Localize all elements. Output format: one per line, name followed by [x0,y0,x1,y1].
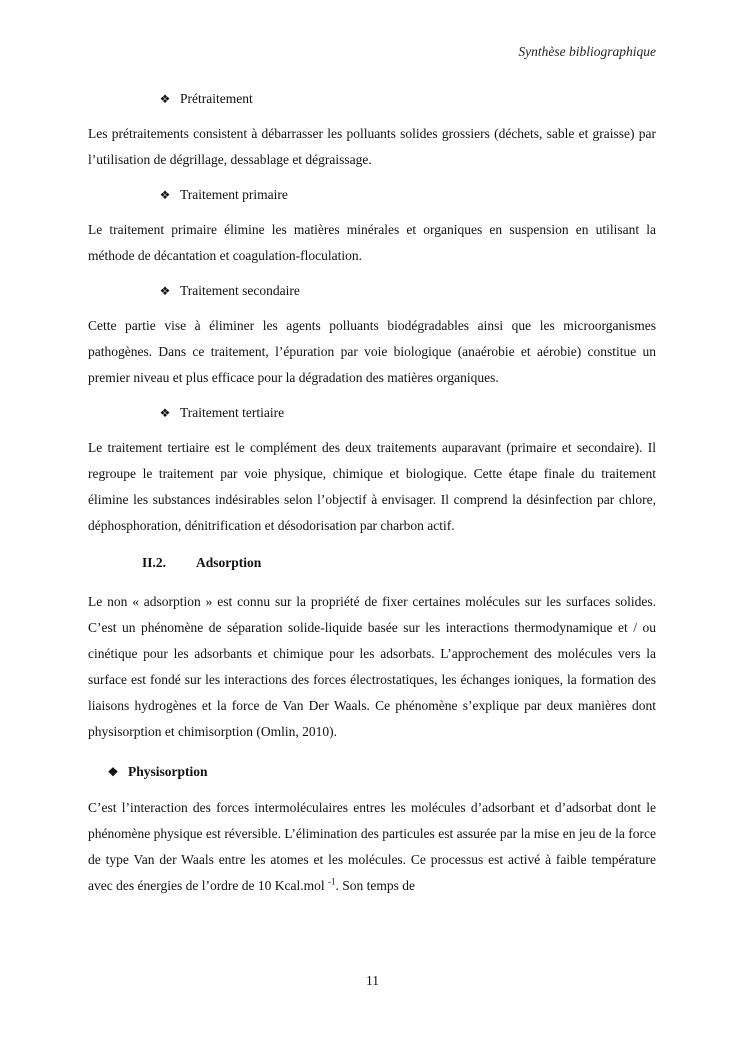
paragraph-pretraitement: Les prétraitements consistent à débarrasser les polluants solides grossiers (déchets, sable et graisse) par l’utilisation de dégrillage, dessablage et dégraissage. [88,126,656,167]
diamond-bullet-icon: ❖ [159,284,171,298]
section-number: II.2. [142,555,167,570]
superscript-exponent: -1 [328,876,336,887]
diamond-bullet-icon: ❖ [159,188,171,202]
subheading-text: Traitement tertiaire [180,405,285,420]
paragraph-traitement-primaire: Le traitement primaire élimine les matières minérales et organiques en suspension en utilisant la méthode de décantation et coagulation-floculation. [88,222,656,263]
subheading-text: Traitement primaire [180,187,288,202]
paragraph-traitement-secondaire: Cette partie vise à éliminer les agents polluants biodégradables ainsi que les microorganismes pathogènes. Dans ce traitement, l’épuration par voie biologique (anaérobie et aérobie) constitue un premier niveau et plus efficace pour la dégradation des matières organiques. [88,318,656,385]
subheading-traitement-primaire [88,182,656,208]
paragraph-physisorption [88,795,656,899]
subheading-text: Physisorption [128,764,208,779]
subheading-traitement-secondaire [88,278,656,304]
physisorption-text-part2: . Son temps de [335,878,416,893]
section-title: Adsorption [196,555,262,570]
page-content [88,86,656,908]
running-header: Synthèse bibliographique [518,44,656,59]
subheading-text: Traitement secondaire [180,283,300,298]
physisorption-text-part1: C’est l’interaction des forces intermoléculaires entres les molécules d’adsorbant et d’adsorbat dont le phénomène physique est réversible. L’élimination des particules est assurée par la mise en jeu de la force de type Van der Waals entre les atomes et les molécules. Ce processus est activé à faible température avec des énergies de l’ordre de 10 Kcal.mol [88,800,656,893]
subheading-traitement-tertiaire [88,400,656,426]
diamond-bullet-icon: ❖ [159,406,171,420]
section-heading-adsorption [88,550,656,576]
subheading-text: Prétraitement [180,91,253,106]
paragraph-adsorption: Le non « adsorption » est connu sur la propriété de fixer certaines molécules sur les surfaces solides. C’est un phénomène de séparation solide-liquide basée sur les interactions thermodynamique et / ou cinétique pour les adsorbants et chimique pour les adsorbats. L’approchement des molécules vers la surface est fondé sur les interactions des forces électrostatiques, les échanges ioniques, la formation des liaisons hydrogènes et la force de Van Der Waals. Ce phénomène s’explique par deux manières dont physisorption et chimisorption (Omlin, 2010). [88,594,656,739]
subheading-pretraitement [88,86,656,112]
paragraph-traitement-tertiaire: Le traitement tertiaire est le complément des deux traitements auparavant (primaire et secondaire). Il regroupe le traitement par voie physique, chimique et biologique. Cette étape finale du traitement élimine les substances indésirables selon l’objectif à envisager. Il comprend la désinfection par chlore, déphosphoration, dénitrification et désodorisation par charbon actif. [88,440,656,533]
diamond-bullet-icon: ❖ [159,92,171,106]
page-number: 11 [366,973,379,988]
subheading-physisorption [88,759,656,785]
diamond-bullet-icon: ❖ [107,765,119,779]
